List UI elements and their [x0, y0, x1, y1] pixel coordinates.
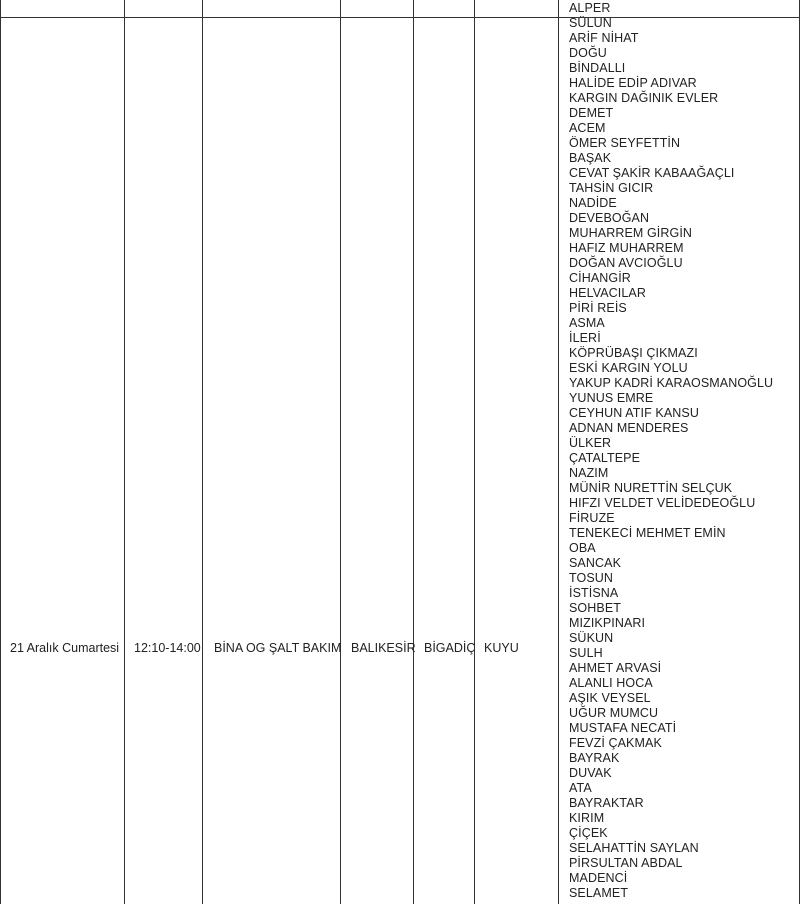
list-item: SELAMET	[569, 886, 629, 900]
list-item: ALPER	[569, 1, 611, 15]
list-item: ÖMER SEYFETTİN	[569, 136, 681, 150]
list-item: DEVEBOĞAN	[569, 211, 650, 225]
list-item: ADNAN MENDERES	[569, 421, 689, 435]
list-item: FEVZİ ÇAKMAK	[569, 736, 662, 750]
list-item: HALİDE EDİP ADIVAR	[569, 76, 697, 90]
list-item: ÜLKER	[569, 436, 612, 450]
column-border	[124, 0, 125, 904]
list-item: SÜLUN	[569, 16, 612, 30]
list-item: OBA	[569, 541, 596, 555]
list-item: KARGIN DAĞINIK EVLER	[569, 91, 719, 105]
list-item: AŞIK VEYSEL	[569, 691, 651, 705]
list-item: TOSUN	[569, 571, 614, 585]
list-item: DEMET	[569, 106, 614, 120]
list-item: CEYHUN ATIF KANSU	[569, 406, 699, 420]
column-border	[413, 0, 414, 904]
list-item: KÖPRÜBAŞI ÇIKMAZI	[569, 346, 698, 360]
list-item: TENEKECİ MEHMET EMİN	[569, 526, 726, 540]
list-item: ASMA	[569, 316, 605, 330]
list-item: ATA	[569, 781, 592, 795]
list-item: ACEM	[569, 121, 606, 135]
street-list	[569, 1, 773, 901]
list-item: SELAHATTİN SAYLAN	[569, 841, 699, 855]
list-item: BAYRAK	[569, 751, 620, 765]
column-border	[558, 0, 559, 904]
list-item: DUVAK	[569, 766, 612, 780]
list-item: ÇATALTEPE	[569, 451, 641, 465]
list-item: SOHBET	[569, 601, 621, 615]
column-border	[474, 0, 475, 904]
column-border	[340, 0, 341, 904]
work-cell: BİNA OG ŞALT BAKIM	[214, 641, 342, 655]
list-item: YAKUP KADRİ KARAOSMANOĞLU	[569, 376, 774, 390]
list-item: HAFIZ MUHARREM	[569, 241, 684, 255]
list-item: İLERİ	[569, 331, 601, 345]
date-cell: 21 Aralık Cumartesi	[10, 641, 120, 655]
province-cell: BALIKESİR	[351, 641, 416, 655]
list-item: FİRUZE	[569, 511, 615, 525]
list-item: ARİF NİHAT	[569, 31, 639, 45]
list-item: BAŞAK	[569, 151, 612, 165]
column-border	[0, 0, 1, 904]
list-item: SULH	[569, 646, 603, 660]
time-cell: 12:10-14:00	[134, 641, 201, 655]
list-item: MUSTAFA NECATİ	[569, 721, 677, 735]
list-item: TAHSİN GICIR	[569, 181, 654, 195]
list-item: HELVACILAR	[569, 286, 646, 300]
list-item: ÇİÇEK	[569, 826, 608, 840]
list-item: YUNUS EMRE	[569, 391, 654, 405]
list-item: PİRSULTAN ABDAL	[569, 856, 683, 870]
list-item: BAYRAKTAR	[569, 796, 644, 810]
list-item: ESKİ KARGIN YOLU	[569, 361, 688, 375]
list-item: CEVAT ŞAKİR KABAAĞAÇLI	[569, 166, 735, 180]
list-item: MIZIKPINARI	[569, 616, 646, 630]
district-cell: BİGADİÇ	[424, 641, 476, 655]
list-item: ALANLI HOCA	[569, 676, 653, 690]
column-border	[202, 0, 203, 904]
list-item: CİHANGİR	[569, 271, 631, 285]
list-item: MUHARREM GİRGİN	[569, 226, 693, 240]
list-item: SANCAK	[569, 556, 622, 570]
list-item: MADENCİ	[569, 871, 628, 885]
list-item: NADİDE	[569, 196, 617, 210]
list-item: KIRIM	[569, 811, 605, 825]
list-item: HIFZI VELDET VELİDEDEOĞLU	[569, 496, 756, 510]
list-item: DOĞAN AVCIOĞLU	[569, 256, 683, 270]
list-item: SÜKUN	[569, 631, 614, 645]
list-item: NAZIM	[569, 466, 609, 480]
list-item: PİRİ REİS	[569, 301, 627, 315]
list-item: UĞUR MUMCU	[569, 706, 659, 720]
list-item: AHMET ARVASİ	[569, 661, 662, 675]
list-item: DOĞU	[569, 46, 607, 60]
list-item: İSTİSNA	[569, 586, 619, 600]
list-item: BİNDALLI	[569, 61, 626, 75]
list-item: MÜNİR NURETTİN SELÇUK	[569, 481, 733, 495]
neighborhood-cell: KUYU	[484, 641, 519, 655]
